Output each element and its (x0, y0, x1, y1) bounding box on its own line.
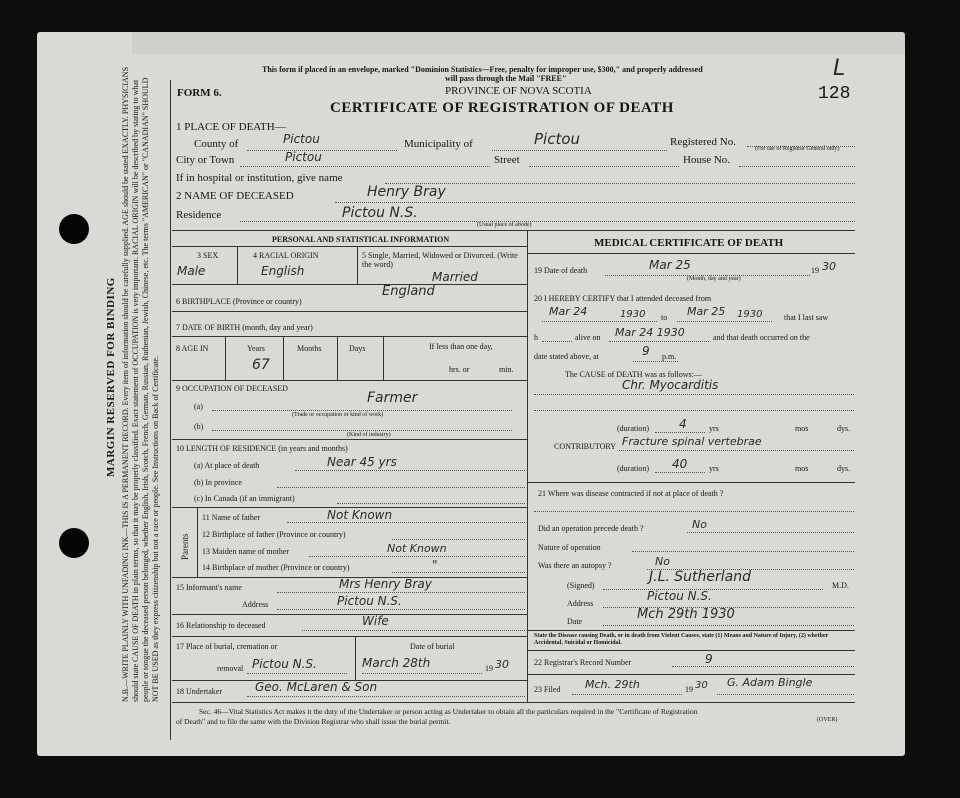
margin-rule (170, 80, 171, 740)
occ-a-note: (Trade or occupation or kind of work) (292, 412, 384, 418)
certify-label: 20 I HEREBY CERTIFY that I attended deceased from (534, 294, 712, 303)
marital-label: 5 Single, Married, Widowed or Divorced. (Write the word) (362, 251, 518, 269)
attend-to-year: 1930 (737, 309, 763, 320)
duration2-mos: mos (795, 464, 809, 473)
mother-birthplace-label: 14 Birthplace of mother (Province or country) (202, 563, 350, 572)
filed-year-prefix: 19 (685, 685, 693, 694)
occupation-label: 9 OCCUPATION OF DECEASED (176, 384, 288, 393)
last-saw-label: that I last saw (784, 313, 829, 322)
envelope-notice: This form if placed in an envelope, marked "Dominion Statistics—Free, penalty for improper use, $300," and properly addressed (262, 65, 703, 74)
months-label: Months (297, 344, 322, 353)
duration1-yrs: yrs (709, 424, 719, 433)
form-number: FORM 6. (177, 87, 222, 99)
municipality-value: Pictou (534, 130, 581, 148)
dob-label: 7 DATE OF BIRTH (month, day and year) (176, 323, 313, 332)
residence-length-label: 10 LENGTH OF RESIDENCE (in years and months) (176, 444, 348, 453)
burial-date-label: Date of burial (410, 642, 455, 651)
removal-value: Pictou N.S. (252, 657, 317, 671)
med-date-label: Date (567, 617, 583, 626)
alive-prefix: h (534, 333, 538, 342)
operation-label: Did an operation precede death ? (538, 524, 644, 533)
race-label: 4 RACIAL ORIGIN (253, 251, 319, 260)
min-label: min. (499, 365, 514, 374)
time-unit: p.m. (662, 352, 677, 361)
duration1-label: (duration) (617, 424, 649, 433)
deceased-name-value: Henry Bray (367, 184, 446, 200)
corner-mark: L (833, 56, 846, 81)
medical-note: State the Disease causing Death, or in death from Violent Causes, state (1) Means and Nature of Injury, (2) whether Accidental, Suicidal or Homicidal. (534, 633, 829, 646)
informant-address-value: Pictou N.S. (337, 594, 402, 608)
residence-value: Pictou N.S. (342, 205, 418, 221)
stamp-number: 128 (818, 84, 851, 104)
marital-value: Married (432, 270, 478, 284)
binding-hole-top (59, 214, 89, 244)
registered-note: (For use of Registrar General only) (755, 146, 840, 152)
duration2-dys: dys. (837, 464, 851, 473)
certificate-paper (37, 32, 905, 756)
relationship-label: 16 Relationship to deceased (176, 621, 266, 630)
county-label: County of (194, 138, 239, 150)
mother-label: 13 Maiden name of mother (202, 547, 290, 556)
footer-line2: of Death" and to file the same with the Division Registrar who shall issue the burial permit. (176, 717, 451, 726)
cause-value: Chr. Myocarditis (622, 378, 719, 392)
mother-value: Not Known (387, 542, 447, 555)
binding-hole-bottom (59, 528, 89, 558)
hrs-label: hrs. or (449, 365, 470, 374)
undertaker-value: Geo. McLaren & Son (255, 680, 378, 694)
date-year-prefix: 19 (811, 266, 819, 275)
date-of-death-label: 19 Date of death (534, 266, 588, 275)
sex-value: Male (177, 264, 206, 278)
personal-heading: PERSONAL AND STATISTICAL INFORMATION (272, 235, 450, 244)
time-value: 9 (642, 344, 650, 358)
res-c-label: (c) In Canada (if an immigrant) (194, 494, 295, 503)
nature-label: Nature of operation (538, 543, 601, 552)
md-label: M.D. (832, 581, 849, 590)
birthplace-value: England (382, 284, 435, 299)
certificate-title: CERTIFICATE OF REGISTRATION OF DEATH (330, 100, 674, 116)
burial-year-prefix: 19 (485, 664, 493, 673)
occurred-label: and that death occurred on the (713, 333, 810, 342)
father-value: Not Known (327, 508, 393, 522)
envelope-notice-2: will pass through the Mail "FREE" (445, 74, 567, 83)
signed-label: (Signed) (567, 581, 595, 590)
date-year-value: 30 (822, 260, 836, 273)
med-address-label: Address (567, 599, 594, 608)
footer-line1: Sec. 46—Vital Statistics Act makes it the duty of the Undertaker or person acting as Undertaker to obtain all the particulars required in the "Certificate of Registration (199, 707, 698, 716)
residence-label: Residence (176, 209, 222, 221)
contracted-label: 21 Where was disease contracted if not at place of death ? (538, 489, 724, 498)
occ-b-note: (Kind of industry) (347, 432, 391, 438)
occupation-value: Farmer (367, 390, 418, 406)
registered-no-label: Registered No. (670, 136, 736, 148)
alive-label: alive on (575, 333, 601, 342)
parents-label: Parents (180, 533, 190, 560)
sex-label: 3 SEX (197, 251, 219, 260)
informant-address-label: Address (242, 600, 269, 609)
age-label: 8 AGE IN (176, 344, 209, 353)
medical-heading: MEDICAL CERTIFICATE OF DEATH (594, 237, 784, 249)
registrar-value: 9 (705, 652, 713, 666)
name-of-deceased-label: 2 NAME OF DECEASED (176, 190, 294, 202)
autopsy-label: Was there an autopsy ? (538, 561, 612, 570)
filed-value: Mch. 29th (585, 678, 640, 691)
registrar-label: 22 Registrar's Record Number (534, 658, 632, 667)
date-note: (Month, day and year) (687, 276, 741, 282)
margin-instructions: N.B.—WRITE PLAINLY WITH UNFADING INK—THIS IS A PERMANENT RECORD. Every item of information should be carefully supplied. AGE should be stated EXACTLY. PHYSICIANS should state CAUSE OF DEATH in plain terms, so that it may be properly classified. Exact statement of OCCUPATION is very important. RACIAL ORIGIN will be described by stating to what people or tongue the deceased person belonged, whether English, Irish, Scotch, French, German, Russian, Ruthenian, Jewish, Chinese, etc. The terms "AMERICAN" or "CANADIAN" SHOULD NOT BE USED as they express citizenship but not a race or people. See Instructions on Back of Certificate. (121, 66, 160, 702)
occ-b-label: (b) (194, 422, 204, 431)
filed-year-value: 30 (695, 680, 708, 691)
med-date-value: Mch 29th 1930 (637, 607, 735, 622)
signed-value: J.L. Sutherland (649, 569, 751, 585)
county-value: Pictou (283, 132, 320, 146)
municipality-label: Municipality of (404, 138, 473, 150)
undertaker-label: 18 Undertaker (176, 687, 222, 696)
res-a-value: Near 45 yrs (327, 455, 397, 469)
res-b-label: (b) In province (194, 478, 242, 487)
attend-from-year: 1930 (620, 309, 646, 320)
duration1-mos: mos (795, 424, 809, 433)
city-label: City or Town (176, 154, 235, 166)
duration2-yrs: yrs (709, 464, 719, 473)
res-a-label: (a) At place of death (194, 461, 260, 470)
removal-label: removal (217, 664, 244, 673)
attend-to: Mar 25 (687, 305, 726, 318)
date-of-death-value: Mar 25 (649, 258, 691, 272)
burial-year-value: 30 (495, 658, 509, 671)
burial-label: 17 Place of burial, cremation or (176, 642, 278, 651)
street-label: Street (494, 154, 520, 166)
footer-over: (OVER) (817, 717, 838, 723)
days-label: Days (349, 344, 366, 353)
informant-label: 15 Informant's name (176, 583, 242, 592)
filed-signature: G. Adam Bingle (727, 676, 813, 689)
duration2-label: (duration) (617, 464, 649, 473)
years-label: Years (247, 344, 265, 353)
father-label: 11 Name of father (202, 513, 261, 522)
autopsy-value: No (655, 555, 670, 568)
duration1-dys: dys. (837, 424, 851, 433)
med-address-value: Pictou N.S. (647, 589, 712, 603)
father-birthplace-label: 12 Birthplace of father (Province or country) (202, 530, 346, 539)
less-than-day-label: If less than one day, (429, 342, 493, 351)
province-heading: PROVINCE OF NOVA SCOTIA (445, 85, 592, 97)
relationship-value: Wife (362, 614, 389, 628)
operation-value: No (692, 518, 707, 531)
race-value: English (261, 264, 305, 278)
alive-value: Mar 24 1930 (615, 326, 685, 339)
place-of-death-label: 1 PLACE OF DEATH— (176, 121, 286, 133)
birthplace-label: 6 BIRTHPLACE (Province or country) (176, 297, 302, 306)
attend-from: Mar 24 (549, 305, 588, 318)
burial-date-value: March 28th (362, 656, 431, 670)
hospital-label: If in hospital or institution, give name (176, 172, 343, 184)
mother-birthplace-value: " (432, 558, 438, 572)
margin-heading: MARGIN RESERVED FOR BINDING (105, 277, 117, 477)
date-stated-label: date stated above, at (534, 352, 599, 361)
contributory-value: Fracture spinal vertebrae (622, 435, 762, 448)
house-no-label: House No. (683, 154, 731, 166)
filed-label: 23 Filed (534, 685, 561, 694)
years-value: 67 (252, 357, 270, 373)
contributory-label: CONTRIBUTORY (554, 442, 617, 451)
top-band (132, 32, 905, 54)
center-divider (527, 230, 528, 702)
residence-note: (Usual place of abode) (477, 222, 532, 228)
occ-a-label: (a) (194, 402, 203, 411)
duration2-value: 40 (672, 457, 688, 471)
city-value: Pictou (285, 150, 322, 164)
duration1-value: 4 (679, 417, 687, 431)
to-label: to (661, 313, 668, 322)
informant-value: Mrs Henry Bray (339, 577, 432, 591)
cause-label: The CAUSE of DEATH was as follows:— (565, 370, 702, 379)
